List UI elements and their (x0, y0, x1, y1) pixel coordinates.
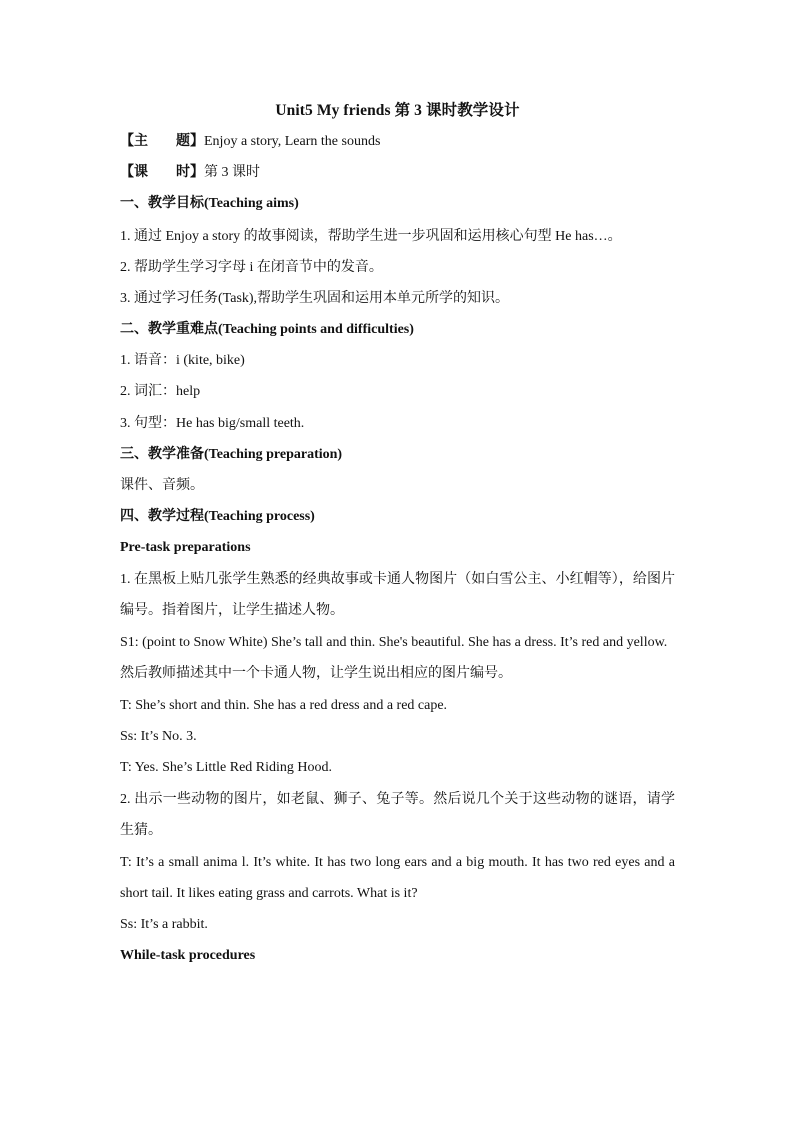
section-heading-points: 二、教学重难点(Teaching points and difficulties) (120, 321, 414, 337)
process-step-2: 2. 出示一些动物的图片，如老鼠、狮子、兔子等。然后说几个关于这些动物的谜语，请学生猜。 (120, 792, 675, 839)
point-item-3: 3. 句型：He has big/small teeth. (120, 415, 305, 431)
point-item-2: 2. 词汇：help (120, 384, 201, 400)
point-item-1: 1. 语音：i (kite, bike) (120, 353, 245, 369)
topic-label-open: 【主 (120, 134, 148, 149)
teacher-instruction: 然后教师描述其中一个卡通人物，让学生说出相应的图片编号。 (120, 666, 512, 682)
subheading-pre-task: Pre-task preparations (120, 540, 251, 556)
time-value: 第 3 课时 (204, 165, 260, 181)
section-heading-aims: 一、教学目标(Teaching aims) (120, 196, 299, 212)
aim-item-1: 1. 通过 Enjoy a story 的故事阅读，帮助学生进一步巩固和运用核心句型 He has…。 (120, 228, 622, 244)
dialogue-teacher-1: T: She’s short and thin. She has a red dress and a red cape. (120, 697, 448, 713)
topic-label-close: 题】 (176, 134, 204, 149)
page-title: Unit5 My friends 第 3 课时教学设计 (275, 102, 520, 119)
time-label-open: 【课 (120, 165, 148, 181)
section-heading-preparation: 三、教学准备(Teaching preparation) (120, 446, 343, 462)
aim-item-3: 3. 通过学习任务(Task),帮助学生巩固和运用本单元所学的知识。 (120, 290, 510, 306)
subheading-while-task: While-task procedures (120, 948, 256, 964)
dialogue-students-2: Ss: It’s a rabbit. (120, 917, 208, 933)
topic-line (120, 131, 675, 153)
topic-value: Enjoy a story, Learn the sounds (204, 134, 381, 149)
document-body (120, 100, 675, 977)
dialogue-s1: S1: (point to Snow White) She’s tall and thin. She's beautiful. She has a dress. It’s red and yellow. (120, 635, 668, 651)
dialogue-students-1: Ss: It’s No. 3. (120, 728, 197, 744)
section-heading-process: 四、教学过程(Teaching process) (120, 509, 315, 525)
dialogue-teacher-2: T: Yes. She’s Little Red Riding Hood. (120, 760, 333, 775)
time-label-close: 时】 (176, 165, 204, 181)
process-step-1: 1. 在黑板上贴几张学生熟悉的经典故事或卡通人物图片（如白雪公主、小红帽等），给图片编号。指着图片，让学生描述人物。 (120, 572, 675, 619)
preparation-body: 课件、音频。 (120, 477, 204, 493)
dialogue-teacher-3: T: It’s a small anima l. It’s white. It has two long ears and a big mouth. It has two red eyes and a short tail. It likes eating grass and carrots. What is it? (120, 855, 675, 902)
time-line (120, 162, 675, 184)
aim-item-2: 2. 帮助学生学习字母 i 在闭音节中的发音。 (120, 259, 383, 275)
